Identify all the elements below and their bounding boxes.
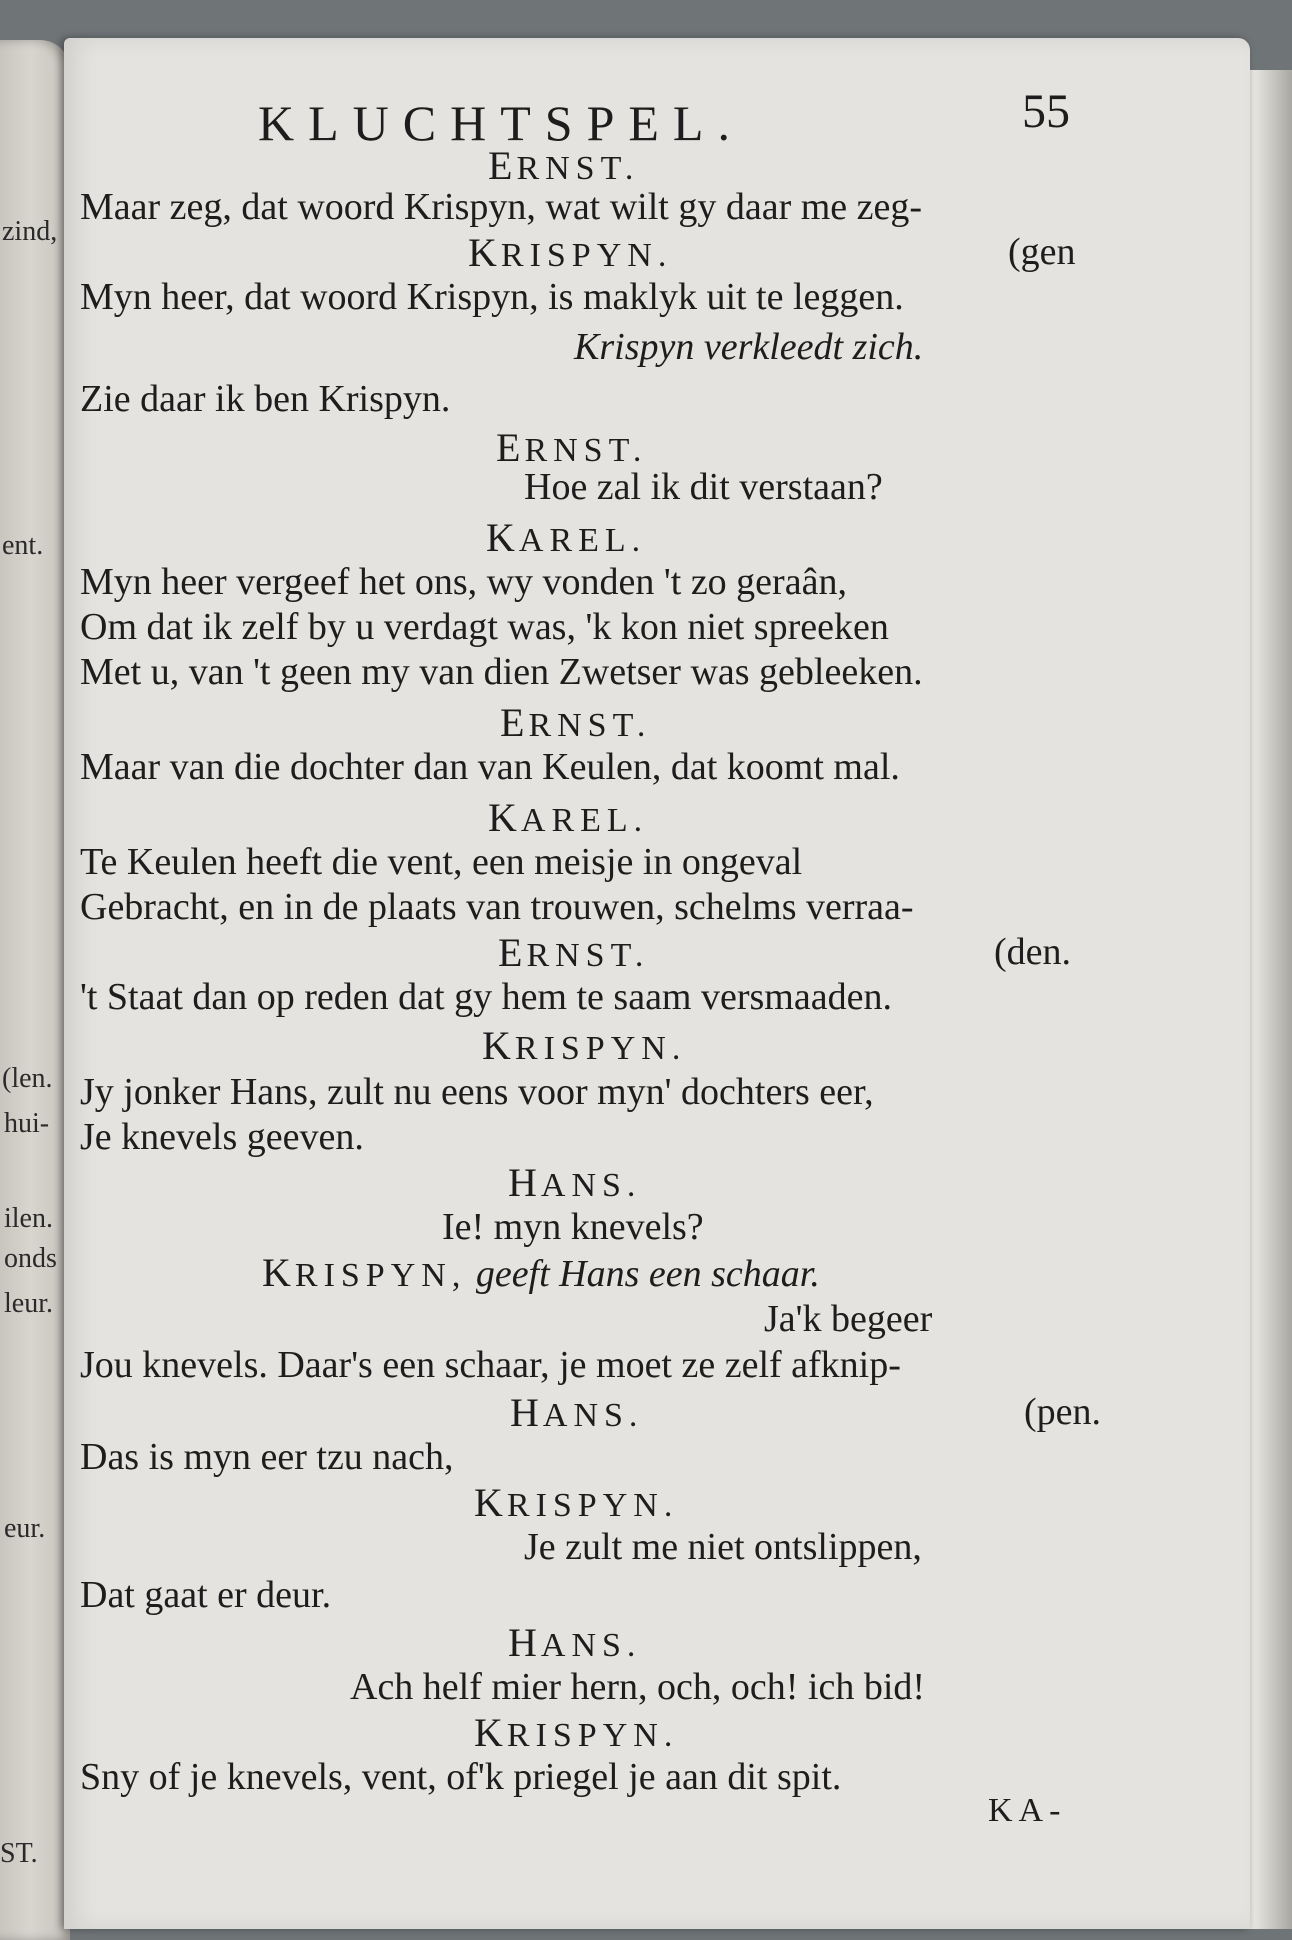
verse-line: Jy jonker Hans, zult nu eens voor myn' dochters eer, <box>80 1071 874 1113</box>
speaker-name <box>474 1710 679 1755</box>
speaker-rest: RNST. <box>526 937 650 974</box>
speaker-rest: AREL. <box>520 802 649 839</box>
speaker-rest: RISPYN. <box>514 1030 687 1067</box>
speaker-rest: AREL. <box>518 522 647 559</box>
margin-fragment: ST. <box>0 1838 38 1869</box>
speaker-initial: K <box>474 1480 507 1525</box>
speaker-rest: RISPYN. <box>500 237 673 274</box>
speaker-rest: RNST. <box>524 432 648 469</box>
speaker-rest: RISPYN, <box>294 1257 467 1294</box>
verse-line: Das is myn eer tzu nach, <box>80 1436 454 1478</box>
speaker-name <box>496 425 648 470</box>
speaker-name <box>508 1160 642 1205</box>
speaker-initial: K <box>262 1250 295 1295</box>
verse-line: Je knevels geeven. <box>80 1116 364 1158</box>
verse-line: (pen. <box>1024 1391 1102 1433</box>
speaker-initial: E <box>496 425 525 470</box>
speaker-name <box>474 1480 679 1525</box>
speaker-initial: H <box>508 1620 541 1665</box>
speaker-name <box>468 230 673 275</box>
speaker-initial: K <box>482 1023 515 1068</box>
speaker-name <box>488 795 649 840</box>
verse-line: Met u, van 't geen my van dien Zwetser was gebleeken. <box>80 651 923 693</box>
stage-direction: Krispyn verkleedt zich. <box>574 326 924 368</box>
speaker-name <box>508 1620 642 1665</box>
margin-fragment: eur. <box>4 1513 46 1544</box>
margin-fragment: onds <box>4 1243 57 1274</box>
speaker-initial: H <box>510 1390 543 1435</box>
speaker-initial: K <box>486 515 519 560</box>
verse-line: Om dat ik zelf by u verdagt was, 'k kon niet spreeken <box>80 606 889 648</box>
speaker-name <box>262 1250 820 1295</box>
speaker-name <box>510 1390 644 1435</box>
verse-line: Myn heer, dat woord Krispyn, is maklyk uit te leggen. <box>80 276 904 318</box>
book-page <box>64 38 1250 1929</box>
speaker-name <box>500 700 652 745</box>
verse-line: (den. <box>994 931 1072 973</box>
verse-line: Dat gaat er deur. <box>80 1574 332 1616</box>
speaker-initial: E <box>500 700 529 745</box>
verse-line: Ja'k begeer <box>764 1298 933 1340</box>
facing-page-edge <box>0 40 70 1940</box>
speaker-initial: K <box>488 795 521 840</box>
stage-direction: geeft Hans een schaar. <box>466 1253 820 1295</box>
verse-line: Maar van die dochter dan van Keulen, dat koomt mal. <box>80 746 900 788</box>
speaker-rest: ANS. <box>542 1397 644 1434</box>
margin-fragment: (len. <box>2 1063 53 1094</box>
margin-fragment: zind, <box>2 216 58 247</box>
speaker-rest: RNST. <box>516 150 640 187</box>
verse-line: Hoe zal ik dit verstaan? <box>524 466 883 508</box>
speaker-rest: RISPYN. <box>506 1717 679 1754</box>
page-number: 55 <box>1022 85 1070 138</box>
speaker-name <box>498 930 650 975</box>
verse-line: Jou knevels. Daar's een schaar, je moet ze zelf afknip- <box>80 1344 901 1386</box>
speaker-initial: E <box>498 930 527 975</box>
speaker-name <box>482 1023 687 1068</box>
speaker-rest: ANS. <box>540 1627 642 1664</box>
verse-line: 't Staat dan op reden dat gy hem te saam versmaaden. <box>80 976 892 1018</box>
verse-line: Maar zeg, dat woord Krispyn, wat wilt gy daar me zeg- <box>80 186 923 228</box>
verse-line: Te Keulen heeft die vent, een meisje in ongeval <box>80 841 803 883</box>
speaker-initial: K <box>474 1710 507 1755</box>
margin-fragment: hui- <box>4 1108 50 1139</box>
speaker-name <box>486 515 647 560</box>
margin-fragment: leur. <box>4 1288 53 1319</box>
verse-line: Zie daar ik ben Krispyn. <box>80 378 451 420</box>
speaker-initial: K <box>468 230 501 275</box>
speaker-name <box>488 143 640 188</box>
verse-line: (gen <box>1008 231 1076 273</box>
speaker-rest: ANS. <box>540 1167 642 1204</box>
margin-fragment: ilen. <box>4 1203 53 1234</box>
margin-fragment: ent. <box>2 530 44 561</box>
verse-line: Ie! myn knevels? <box>442 1206 704 1248</box>
speaker-initial: E <box>488 143 517 188</box>
speaker-rest: RNST. <box>528 707 652 744</box>
speaker-rest: RISPYN. <box>506 1487 679 1524</box>
verse-line: Ach helf mier hern, och, och! ich bid! <box>350 1666 926 1708</box>
running-head: KLUCHTSPEL. <box>258 95 744 151</box>
catchword: KA- <box>988 1792 1067 1829</box>
verse-line: Gebracht, en in de plaats van trouwen, schelms verraa- <box>80 886 914 928</box>
verse-line: Myn heer vergeef het ons, wy vonden 't zo geraân, <box>80 561 847 603</box>
verse-line: Je zult me niet ontslippen, <box>524 1526 922 1568</box>
verse-line: Sny of je knevels, vent, of'k priegel je aan dit spit. <box>80 1756 842 1798</box>
speaker-initial: H <box>508 1160 541 1205</box>
